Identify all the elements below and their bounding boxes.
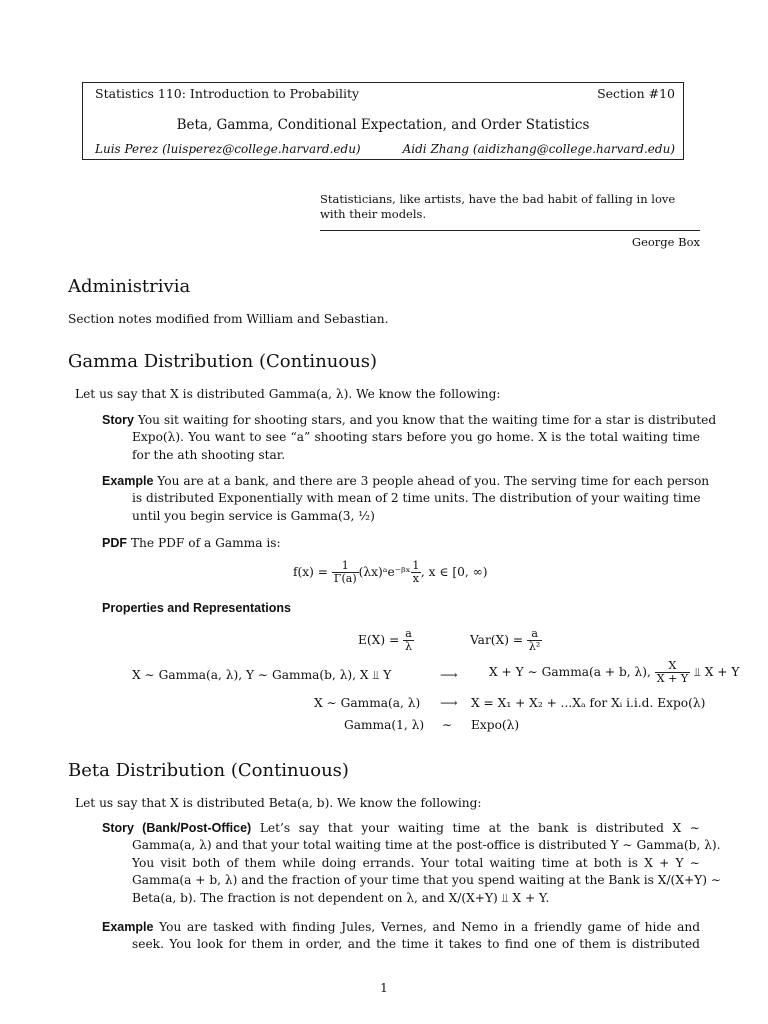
gamma-pdf: PDF The PDF of a Gamma is: <box>102 536 281 550</box>
section-number: Section #10 <box>597 86 675 101</box>
beta-example-term: Example <box>102 920 154 934</box>
gamma-variance: Var(X) = $\frac{a}{\text{λ²}}$ <box>470 627 541 653</box>
page-number: 1 <box>380 981 388 995</box>
relation-sum-left: X ∼ Gamma(a, λ), Y ∼ Gamma(b, λ), X ⫫ Y <box>132 668 392 682</box>
relation-expo-sum-right: X = X₁ + X₂ + ...Xₐ for Xᵢ i.i.d. Expo(λ) <box>471 696 706 710</box>
epigraph-quote: Statisticians, like artists, have the bad habit of falling in love with their models. <box>320 192 676 221</box>
beta-story: Story (Bank/Post-Office) Let’s say that your waiting time at the bank is distributed X ∼ Gamma(a, λ) and that your total waiting time at the post-office is distributed Y ∼ Gamma(b, λ). You visit both of them while doing errands. Your total waiting time at both is X + Y ∼ Gamma(a + b, λ) and the fraction of your time that you spend waiting at the Bank is X/(X+Y) ∼ Beta(a, b). The fraction is not dependent on λ, and X/(X+Y) ⫫ X + Y. <box>102 821 722 905</box>
gamma-expectation: E(X) = $\frac{a}{\lambda}$ <box>358 627 413 653</box>
gamma-example: Example You are at a bank, and there are 3 people ahead of you. The serving time for each person is distributed Exponentially with mean of 2 time units. The distribution of your waiting time until you begin service is Gamma(3, ½) <box>102 474 710 523</box>
author-aidi: Aidi Zhang (aidizhang@college.harvard.edu) <box>402 142 675 156</box>
header-box <box>82 82 684 160</box>
heading-gamma: Gamma Distribution (Continuous) <box>68 351 378 372</box>
properties-heading: Properties and Representations <box>102 601 291 615</box>
gamma-example-term: Example <box>102 474 154 488</box>
gamma-story: Story You sit waiting for shooting stars, and you know that the waiting time for a star is distributed Expo(λ). You want to see “a” shooting stars before you go home. X is the total waiting time for the ath shooting star. <box>102 413 717 462</box>
gamma-intro: Let us say that X is distributed Gamma(a, λ). We know the following: <box>75 387 501 401</box>
heading-beta: Beta Distribution (Continuous) <box>68 760 349 781</box>
epigraph-author: George Box <box>631 235 700 249</box>
gamma-pdf-term: PDF <box>102 536 127 550</box>
epigraph-rule <box>320 230 700 231</box>
administrivia-text: Section notes modified from William and Sebastian. <box>68 312 389 326</box>
relation-expo-sum-arrow: ⟶ <box>440 696 458 710</box>
relation-expo-sum-left: X ∼ Gamma(a, λ) <box>314 696 421 710</box>
author-luis: Luis Perez (luisperez@college.harvard.edu) <box>95 142 361 156</box>
relation-sum-arrow: ⟶ <box>440 668 458 682</box>
beta-story-term: Story (Bank/Post-Office) <box>102 821 252 835</box>
gamma-pdf-formula: f(x) = $\frac{1}{\Gamma(a)}$ (λx)ᵃe⁻ᵝˣ $\frac{1}{x}$ , x ∈ [0, ∞) <box>293 559 488 585</box>
course-title: Statistics 110: Introduction to Probability <box>95 86 360 101</box>
relation-gamma1-right: Expo(λ) <box>471 718 520 732</box>
gamma-story-term: Story <box>102 413 134 427</box>
heading-administrivia: Administrivia <box>68 276 191 297</box>
relation-gamma1-sim: ∼ <box>442 718 453 732</box>
relation-sum-right: X + Y ∼ Gamma(a + b, λ), $\frac{X}{X + Y}$ ⫫ X + Y <box>489 659 740 685</box>
document-title: Beta, Gamma, Conditional Expectation, and Order Statistics <box>176 117 590 133</box>
beta-intro: Let us say that X is distributed Beta(a, b). We know the following: <box>75 796 482 810</box>
beta-example: Example You are tasked with finding Jules, Vernes, and Nemo in a friendly game of hide and seek. You look for them in order, and the time it takes to find one of them is distributed <box>102 920 701 952</box>
relation-gamma1-left: Gamma(1, λ) <box>344 718 425 732</box>
